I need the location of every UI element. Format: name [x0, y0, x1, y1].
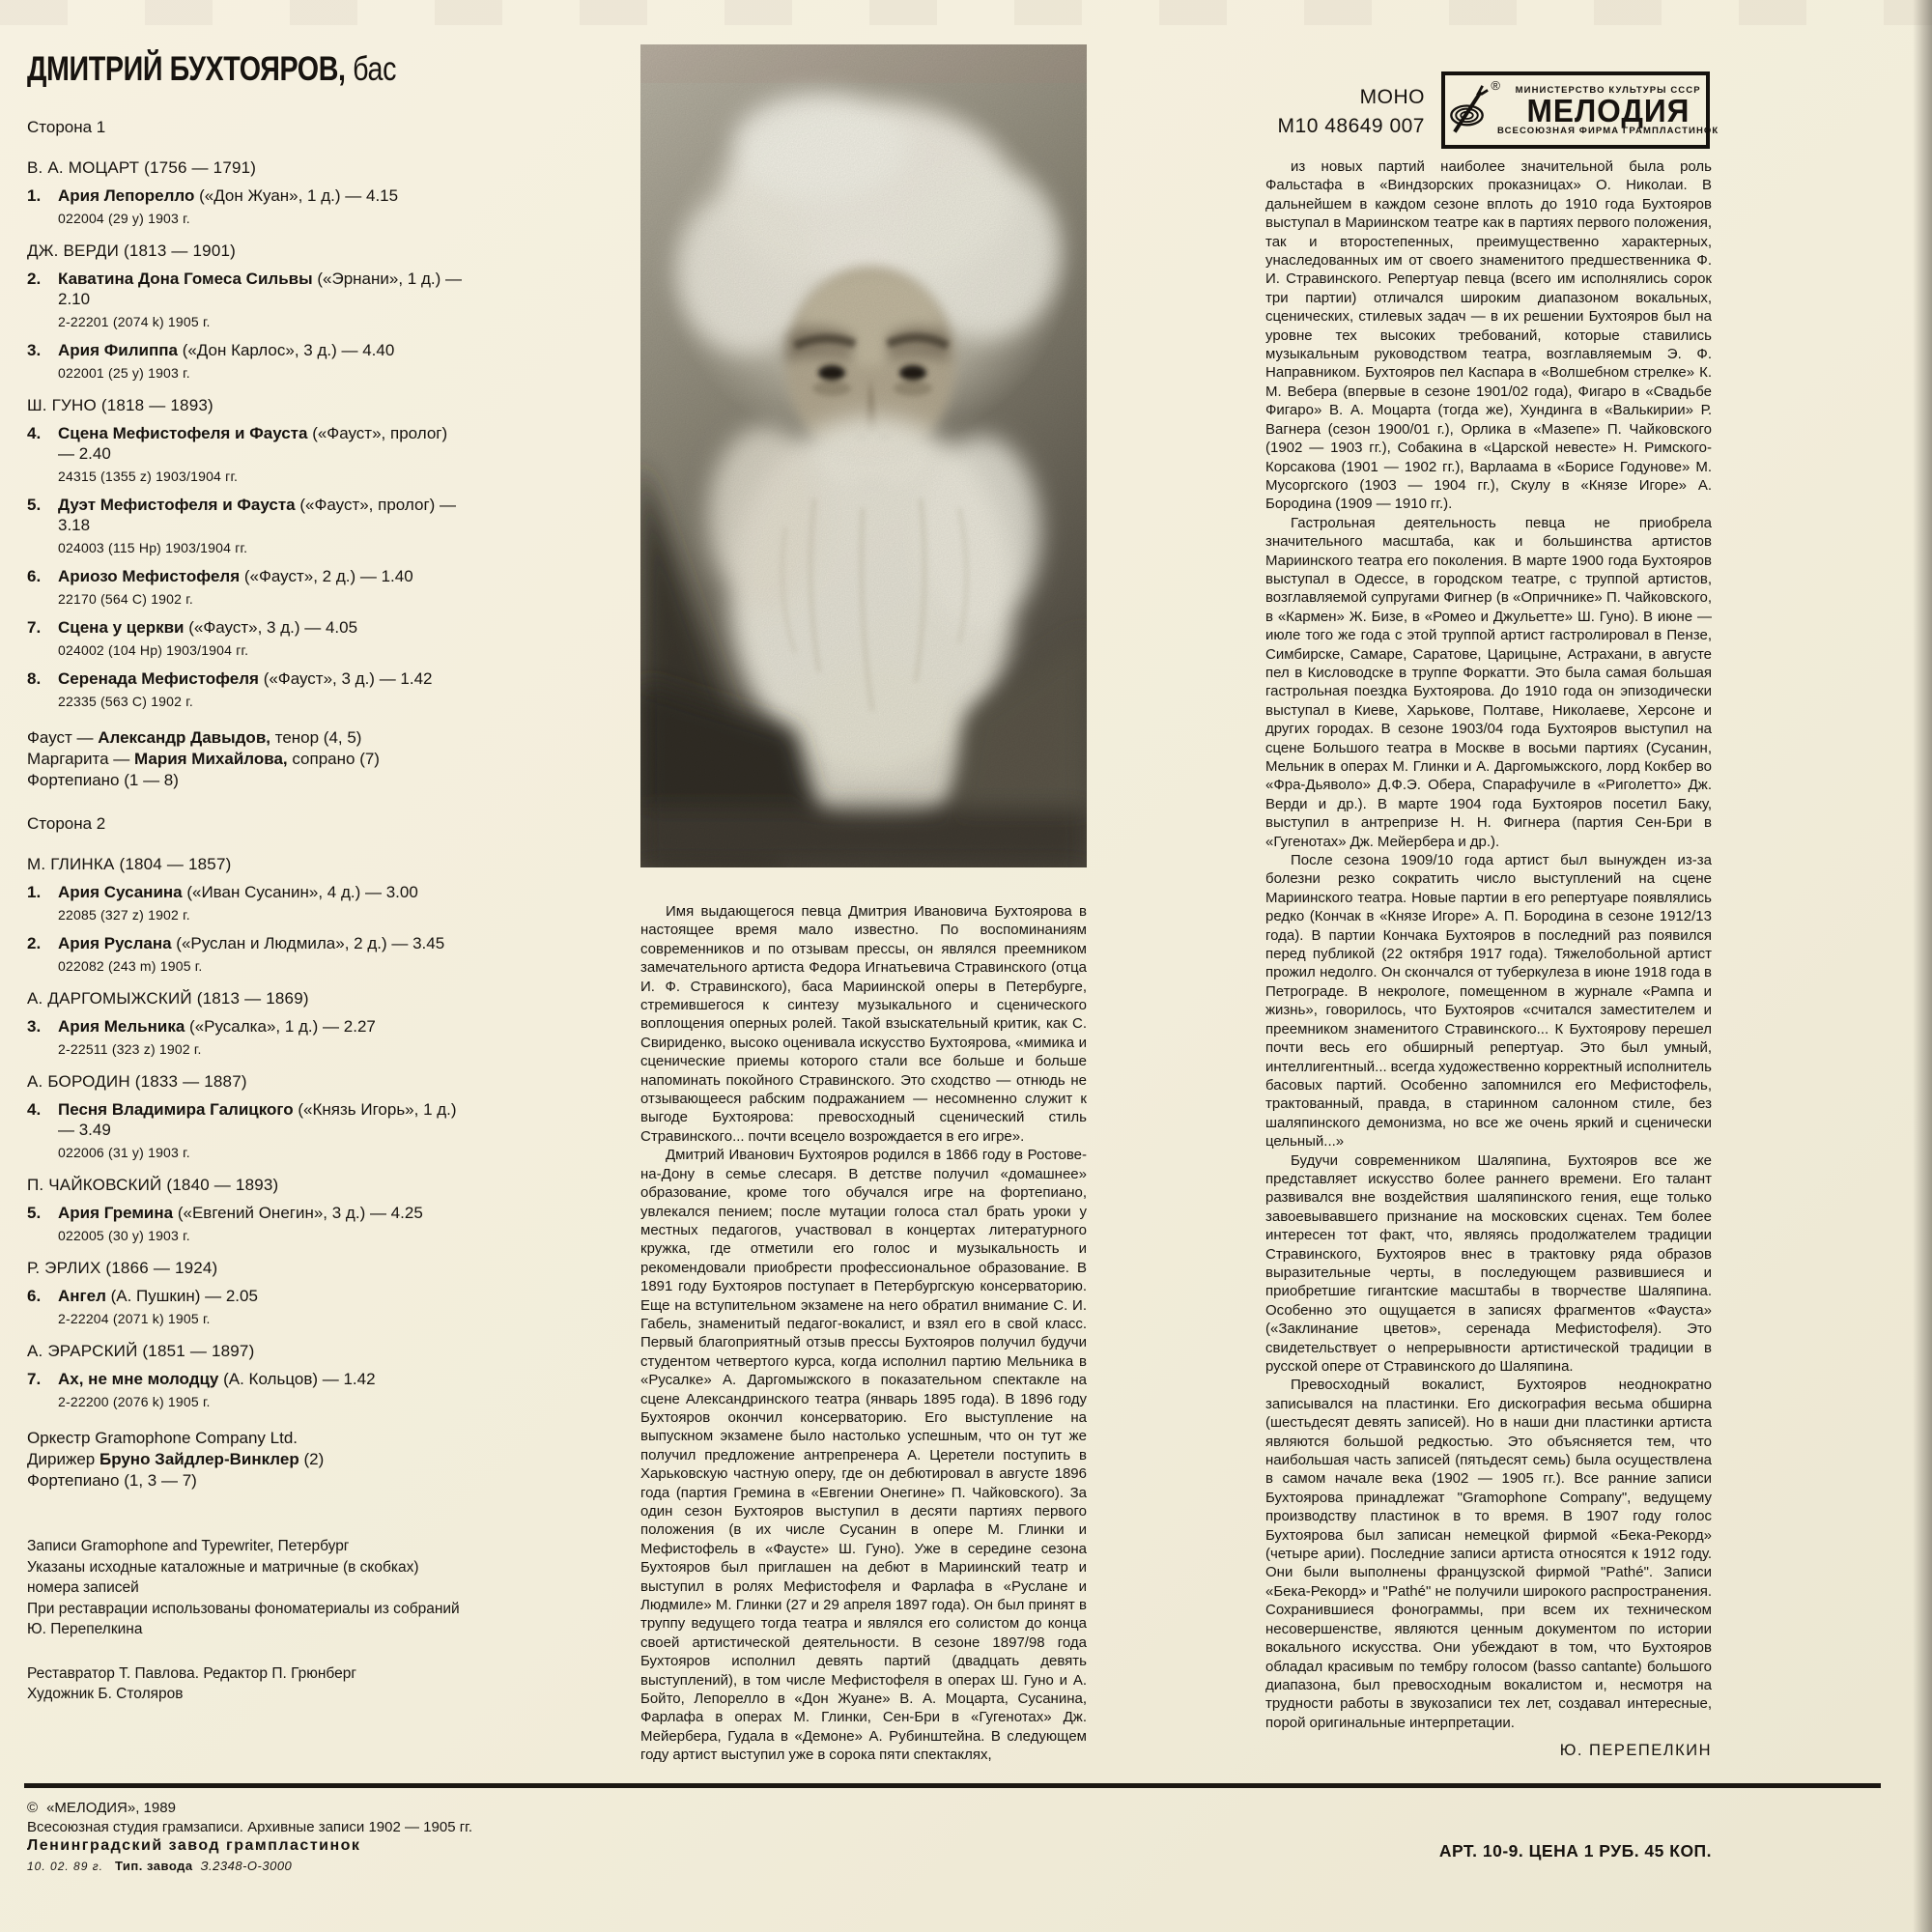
credit-line	[27, 770, 462, 791]
track-title-line	[27, 933, 462, 953]
credit-role: Фортепиано (1, 3 — 7)	[27, 1471, 197, 1490]
track-title-line	[27, 566, 462, 586]
track-catalog-number: 022005 (30 у) 1903 г.	[58, 1228, 190, 1243]
track-catalog-number: 22085 (327 z) 1902 г.	[58, 907, 190, 923]
track-details: («Дон Жуан», 1 д.) — 4.15	[194, 186, 399, 205]
track-catalog-number: 2-22511 (323 z) 1902 г.	[58, 1041, 202, 1057]
track-number: 7.	[27, 618, 42, 637]
composer-heading: Ш. ГУНО (1818 — 1893)	[27, 396, 213, 414]
track-number: 1.	[27, 883, 42, 901]
track-list	[27, 423, 462, 712]
article-paragraph: Превосходный вокалист, Бухтояров неоднократно записывался на пластинки. Его дискография весьма обширна (шестьдесят девять записей). Но в наши дни пластинки артиста являются большой редкостью. Это объясняется тем, что наибольшая часть записей (пятьдесят семь) была осуществлена в самом начале века (1902 — 1905 гг.). Все ранние записи Бухтоярова принадлежат "Gramophone Company", ведущему производству пластинок в то время. В 1907 году голос Бухтоярова был записан немецкой фирмой «Бека-Рекорд» (четыре арии). Последние записи артиста относятся к 1912 году. Они были выполнены французской фирмой "Pathé". Записи «Бека-Рекорд» и "Pathé" не получили широкого распространения. Сохранившиеся фонограммы, при всем их техническом несовершенстве, являются ценным документом по истории вокального искусства. Они убеждают в том, что Бухтояров обладал красивым по тембру голосом (basso cantante) большого диапазона, был превосходным вокалистом и, несмотря на трудности работы в звукозаписи тех лет, создавал интересные, порой оригинальные интерпретации.	[1265, 1377, 1712, 1731]
imprint-block	[27, 1799, 472, 1876]
track-details: («Князь Игорь», 1 д.) — 3.49	[58, 1100, 457, 1139]
credit-extra: тенор (4, 5)	[270, 728, 362, 747]
credit-performer: Бруно Зайдлер-Винклер	[99, 1450, 299, 1468]
track-title: Ангел	[58, 1287, 106, 1305]
track-catalog-number: 2-22204 (2071 k) 1905 г.	[58, 1311, 211, 1326]
track-title: Ах, не мне молодцу	[58, 1370, 219, 1388]
track-entry	[27, 1203, 462, 1246]
tracklist-column	[27, 118, 462, 1705]
track-details: («Фауст», 2 д.) — 1.40	[240, 567, 413, 585]
credit-extra: (2)	[298, 1450, 325, 1468]
track-title-line	[27, 1369, 462, 1389]
copyright-line	[27, 1799, 472, 1818]
track-catalog-number: 022006 (31 у) 1903 г.	[58, 1145, 190, 1160]
article-column-right	[1265, 157, 1712, 1760]
track-entry	[27, 933, 462, 977]
track-entry	[27, 185, 462, 229]
track-details: (А. Пушкин) — 2.05	[105, 1287, 258, 1305]
track-title: Дуэт Мефистофеля и Фауста	[58, 496, 296, 514]
print-order-number: З.2348-О-3000	[200, 1858, 293, 1873]
divider-rule	[24, 1783, 1881, 1788]
track-details: («Фауст», 3 д.) — 4.05	[184, 618, 358, 637]
track-title-line	[27, 1286, 462, 1306]
side1-credits	[27, 727, 462, 791]
track-number: 2.	[27, 934, 42, 952]
track-list	[27, 1099, 462, 1163]
melodiya-logo-text	[1497, 75, 1724, 145]
track-details: («Фауст», пролог) — 3.18	[58, 496, 457, 534]
track-title-line	[27, 1099, 462, 1140]
track-details: («Руслан и Людмила», 2 д.) — 3.45	[171, 934, 445, 952]
composer-group	[27, 855, 462, 977]
mono-label: МОНО	[1359, 86, 1425, 108]
track-title-line	[27, 495, 462, 535]
track-title: Ария Филиппа	[58, 341, 178, 359]
artist-photo	[640, 44, 1087, 867]
track-catalog-number: 2-22201 (2074 k) 1905 г.	[58, 314, 211, 329]
article-paragraph: Дмитрий Иванович Бухтояров родился в 1866 году в Ростове-на-Дону в семье слесаря. В детстве получил «домашнее» образование, кроме того обучался игре на фортепиано, увлекался пением; после мутации голоса стал брать уроки у местных педагогов, участвовал в концертах литературного кружка, где отметили его голос и музыкальность и рекомендовали приобрести профессиональное образование. В 1891 году Бухтояров поступает в Петербургскую консерваторию. Еще на вступительном экзамене на него обратил внимание С. И. Габель, знаменитый педагог-вокалист, и взял его в свой класс. Первый благоприятный отзыв прессы Бухтояров получил будучи студентом четвертого курса, когда исполнил партию Мельника в «Русалке» А. Даргомыжского в показательном спектакле на сцене Александринского театра (январь 1895 года). В 1896 году Бухтояров окончил консерваторию. Его выступление на выпускном экзамене было настолько успешным, что он тут же получил предложение антрепренера А. Церетели поступить в Харьковскую частную оперу, где он дебютировал в августе 1896 года (партия Гремина в «Евгении Онегине» П. Чайковского). За один сезон Бухтояров выступил в десяти партиях первого положения (в их числе Сусанин в опере М. Глинки и Мефистофель в «Фаусте» Ш. Гуно). Уже в середине сезона Бухтояров был приглашен на дебют в Мариинский театр и выступил в ролях Мефистофеля и Фарлафа в «Руслане и Людмиле» М. Глинки (27 и 29 апреля 1897 года). Он был принят в труппу ведущего тогда театра и являлся его солистом до конца своей артистической деятельности. В сезоне 1897/98 года Бухтояров исполнил девять партий (двадцать девять выступлений), в том числе Мефистофеля в операх Ш. Гуно и А. Бойто, Лепорелло в «Дон Жуане» В. А. Моцарта, Сусанина, Фарлафа в операх М. Глинки, Сен-Бри в «Гугенотах» Дж. Мейербера, Гудала в «Демоне» А. Рубинштейна. В следующем году артист выступил уже в сорока пяти спектаклях,	[640, 1147, 1087, 1764]
track-list	[27, 1016, 462, 1060]
release-info	[1246, 83, 1425, 141]
track-catalog-number: 022082 (243 m) 1905 г.	[58, 958, 203, 974]
track-number: 5.	[27, 496, 42, 514]
side2-credits	[27, 1428, 462, 1492]
track-number: 5.	[27, 1204, 42, 1222]
composer-group	[27, 989, 462, 1060]
print-line	[27, 1857, 472, 1877]
track-list	[27, 1286, 462, 1329]
track-title: Песня Владимира Галицкого	[58, 1100, 294, 1119]
credit-line	[27, 1470, 462, 1492]
article-paragraph: Будучи современником Шаляпина, Бухтояров все же представляет искусство более раннего времени. Его талант развивался вне воздействия шаляпинского гения, еще только завоевывавшего признание на московских сценах. Тем более интересен тот факт, что, являясь продолжателем традиции Стравинского, Бухтояров внес в трактовку ряда образов выразительные черты, в последующем развившиеся и приобретшие гигантские масштабы в творчестве Шаляпина. Особенно это ощущается в записях фрагментов «Фауста» («Заклинание цветов», серенада Мефистофеля). Это свидетельствует о непрерывности артистической традиции в русской опере от Стравинского до Шаляпина.	[1265, 1151, 1712, 1375]
note-line: Записи Gramophone and Typewriter, Петербург	[27, 1538, 350, 1554]
composer-group	[27, 242, 462, 384]
track-title-line	[27, 1203, 462, 1223]
credit-line	[27, 1449, 462, 1470]
credit-extra: сопрано (7)	[287, 750, 380, 768]
composer-heading: ДЖ. ВЕРДИ (1813 — 1901)	[27, 242, 236, 260]
article-paragraph: из новых партий наиболее значительной была роль Фальстафа в «Виндзорских проказницах» О. Николаи. В дальнейшем в каждом сезоне вплоть до 1910 года Бухтояров выступал в Мариинском театре как в партиях первого положения, так и второстепенных, преимущественно характерных, унаследованных им от своего знаменитого предшественника Ф. И. Стравинского. Репертуар певца (всего им исполнялись сорок три партии) отличался широким диапазоном вокальных, сценических, стилевых задач — в их решении Бухтояров был на уровне тех высоких требований, которые ставились музыкальным руководством театра, возглавляемым Э. Ф. Направником. Бухтояров пел Каспара в «Волшебном стрелке» К. М. Вебера (впервые в сезоне 1901/02 года), Фигаро в «Свадьбе Фигаро» В. А. Моцарта (тогда же), Хундинга в «Валькирии» Р. Вагнера (сезон 1900/01 г.), Орлика в «Мазепе» П. Чайковского (1902 — 1903 гг.), Собакина в «Царской невесте» Н. Римского-Корсакова (1901 — 1902 гг.), Варлаама в «Борисе Годунове» М. Мусоргского (1903 — 1904 гг.), Скулу в «Князе Игоре» А. Бородина (1909 — 1910 гг.).	[1265, 158, 1712, 513]
track-number: 1.	[27, 186, 42, 205]
track-catalog-number: 024003 (115 Hp) 1903/1904 гг.	[58, 540, 248, 555]
track-details: (А. Кольцов) — 1.42	[218, 1370, 376, 1388]
credit-performer: Мария Михайлова,	[134, 750, 288, 768]
track-details: («Фауст», 3 д.) — 1.42	[258, 669, 433, 688]
side2-section	[27, 814, 462, 1492]
track-title: Ариозо Мефистофеля	[58, 567, 241, 585]
copyright-text: «МЕЛОДИЯ», 1989	[46, 1800, 176, 1816]
production-staff	[27, 1663, 462, 1705]
track-title: Каватина Дона Гомеса Сильвы	[58, 270, 313, 288]
article-paragraph: Имя выдающегося певца Дмитрия Ивановича Бухтоярова в настоящее время мало известно. По воспоминаниям современников и по отзывам прессы, он являлся преемником замечательного артиста Федора Игнатьевича Стравинского (отца И. Ф. Стравинского), баса Мариинской оперы в Петербурге, стремившегося к синтезу музыкального и сценического воплощения оперных ролей. Такой взыскательный критик, как С. Свириденко, высоко оценивала искусство Бухтоярова, «мимика и сценические приемы которого стали все больше и больше напоминать покойного Стравинского. Это сходство — отнюдь не отзывающееся рабским подражанием — несомненно служит к выгоде Бухтоярова: превосходный сценический стиль Стравинского... почти всецело возрождается в его игре».	[640, 903, 1087, 1145]
track-entry	[27, 617, 462, 661]
track-list	[27, 1369, 462, 1412]
credit-role: Дирижер	[27, 1450, 99, 1468]
track-details: («Эрнани», 1 д.) — 2.10	[58, 270, 462, 308]
track-title-line	[27, 1016, 462, 1037]
track-number: 3.	[27, 341, 42, 359]
artist-name: ДМИТРИЙ БУХТОЯРОВ,	[27, 50, 346, 88]
track-title: Сцена у церкви	[58, 618, 185, 637]
melodiya-wordmark: МЕЛОДИЯ	[1526, 92, 1690, 128]
credit-role: Фауст —	[27, 728, 99, 747]
side1-section	[27, 118, 462, 791]
track-entry	[27, 495, 462, 558]
track-entry	[27, 340, 462, 384]
track-entry	[27, 882, 462, 925]
composer-group	[27, 1072, 462, 1163]
track-title-line	[27, 617, 462, 638]
track-catalog-number: 22335 (563 C) 1902 г.	[58, 694, 193, 709]
composer-heading: П. ЧАЙКОВСКИЙ (1840 — 1893)	[27, 1176, 279, 1194]
credit-line	[27, 749, 462, 770]
credit-role: Маргарита —	[27, 750, 134, 768]
track-list	[27, 882, 462, 977]
track-number: 8.	[27, 669, 42, 688]
track-entry	[27, 1099, 462, 1163]
plant-line: Ленинградский завод грампластинок	[27, 1837, 361, 1854]
credit-line	[27, 1428, 462, 1449]
registered-trademark-icon: ®	[1491, 78, 1500, 93]
credit-line	[27, 727, 462, 749]
scan-artifact-top	[0, 0, 1932, 25]
portrait-illustration	[640, 44, 1087, 867]
track-title: Серенада Мефистофеля	[58, 669, 259, 688]
track-entry	[27, 1016, 462, 1060]
ministry-label: МИНИСТЕРСТВО КУЛЬТУРЫ СССР	[1515, 84, 1701, 96]
print-order-label: Тип. завода	[114, 1858, 193, 1873]
track-title: Ария Мельника	[58, 1017, 185, 1036]
track-list	[27, 269, 462, 384]
track-number: 4.	[27, 1100, 42, 1119]
scan-edge-shadow	[1913, 0, 1932, 1932]
composer-heading: А. ЭРАРСКИЙ (1851 — 1897)	[27, 1342, 255, 1360]
composer-heading: А. БОРОДИН (1833 — 1887)	[27, 1072, 247, 1091]
track-entry	[27, 423, 462, 487]
composer-group	[27, 396, 462, 712]
track-number: 6.	[27, 1287, 42, 1305]
track-number: 7.	[27, 1370, 42, 1388]
track-entry	[27, 269, 462, 332]
track-title: Ария Руслана	[58, 934, 172, 952]
composer-heading: А. ДАРГОМЫЖСКИЙ (1813 — 1869)	[27, 989, 309, 1008]
composer-group	[27, 158, 462, 229]
track-title-line	[27, 668, 462, 689]
composer-group	[27, 1259, 462, 1329]
melodiya-logo	[1441, 71, 1719, 149]
article-paragraphs	[1265, 157, 1712, 1732]
side1-groups	[27, 158, 462, 712]
track-catalog-number: 24315 (1355 z) 1903/1904 гг.	[58, 469, 239, 484]
composer-group	[27, 1342, 462, 1412]
track-details: («Русалка», 1 д.) — 2.27	[185, 1017, 376, 1036]
price-line: АРТ. 10-9. ЦЕНА 1 РУБ. 45 КОП.	[1438, 1841, 1712, 1861]
artist-voice: бас	[345, 50, 397, 88]
track-catalog-number: 2-22200 (2076 k) 1905 г.	[58, 1394, 211, 1409]
catalog-number: М10 48649 007	[1277, 115, 1425, 137]
credit-role: Фортепиано (1 — 8)	[27, 771, 179, 789]
article-column-middle	[640, 902, 1087, 1765]
staff-line: Художник Б. Столяров	[27, 1686, 184, 1702]
credit-performer: Александр Давыдов,	[98, 728, 270, 747]
print-date: 10. 02. 89 г.	[27, 1859, 103, 1873]
author-signature: Ю. ПЕРЕПЕЛКИН	[1559, 1742, 1712, 1760]
track-title: Ария Гремина	[58, 1204, 174, 1222]
track-entry	[27, 1286, 462, 1329]
track-list	[27, 185, 462, 229]
track-details: («Дон Карлос», 3 д.) — 4.40	[177, 341, 395, 359]
track-title-line	[27, 269, 462, 309]
track-entry	[27, 668, 462, 712]
track-title-line	[27, 882, 462, 902]
copyright-icon: ©	[27, 1800, 39, 1816]
track-number: 4.	[27, 424, 42, 442]
page-title	[27, 50, 396, 89]
track-catalog-number: 024002 (104 Hp) 1903/1904 гг.	[58, 642, 249, 658]
track-title-line	[27, 423, 462, 464]
track-details: («Фауст», пролог) — 2.40	[58, 424, 448, 463]
track-entry	[27, 566, 462, 610]
track-title-line	[27, 340, 462, 360]
firm-label: ВСЕСОЮЗНАЯ ФИРМА ГРАМПЛАСТИНОК	[1497, 125, 1719, 136]
studio-line: Всесоюзная студия грамзаписи. Архивные записи 1902 — 1905 гг.	[27, 1818, 472, 1835]
track-number: 3.	[27, 1017, 42, 1036]
composer-heading: М. ГЛИНКА (1804 — 1857)	[27, 855, 232, 873]
recording-notes	[27, 1536, 462, 1640]
composer-heading: В. А. МОЦАРТ (1756 — 1791)	[27, 158, 257, 177]
article-paragraph: Гастрольная деятельность певца не приобрела значительного масштаба, как и большинства артистов Мариинского театра его поколения. В марте 1900 года Бухтояров выступал в Одессе, в городском театре, с труппой артистов, возглавляемой супругами Фигнер (в «Опричнике» П. Чайковского, в «Кармен» Ж. Бизе, в «Ромео и Джульетте» Ш. Гуно). В июне — июле того же года с этой труппой артист гастролировал в Пензе, Симбирске, Самаре, Саратове, Царицыне, Астрахани, в августе пел в Кисловодске в труппе Форкатти. Это была самая большая гастрольная поездка Бухтоярова. До 1910 года он эпизодически выступал в Киеве, Харькове, Полтаве, Николаеве, Херсоне и других городах. В сезоне 1903/04 года Бухтояров выступил на сцене Большого театра в Москве в восьми партиях (Сусанин, Мельник в операх М. Глинки и А. Даргомыжского, лорд Кокбер во «Фра-Дьяволо» Д.Ф.Э. Обера, Спарафучиле в «Риголетто» Дж. Верди и др.). В марте 1904 года Бухтояров посетил Баку, выступил в антрепризе Н. Н. Фигнера (партия Сен-Бри в «Гугенотах» Дж. Мейербера и др.).	[1265, 514, 1712, 850]
composer-group	[27, 1176, 462, 1246]
track-details: («Иван Сусанин», 4 д.) — 3.00	[182, 883, 418, 901]
side2-label: Сторона 2	[27, 814, 106, 833]
composer-heading: Р. ЭРЛИХ (1866 — 1924)	[27, 1259, 218, 1277]
record-tuning-fork-glyph	[1445, 83, 1497, 137]
note-line: При реставрации использованы фономатериалы из собраний Ю. Перепелкина	[27, 1600, 460, 1637]
side1-label: Сторона 1	[27, 118, 106, 136]
track-title-line	[27, 185, 462, 206]
side2-groups	[27, 855, 462, 1412]
track-title: Ария Сусанина	[58, 883, 183, 901]
track-catalog-number: 022004 (29 у) 1903 г.	[58, 211, 190, 226]
track-number: 2.	[27, 270, 42, 288]
track-catalog-number: 022001 (25 у) 1903 г.	[58, 365, 190, 381]
track-details: («Евгений Онегин», 3 д.) — 4.25	[173, 1204, 423, 1222]
track-title: Ария Лепорелло	[58, 186, 195, 205]
melodiya-record-icon	[1445, 75, 1500, 145]
track-entry	[27, 1369, 462, 1412]
track-catalog-number: 22170 (564 C) 1902 г.	[58, 591, 193, 607]
track-number: 6.	[27, 567, 42, 585]
track-title: Сцена Мефистофеля и Фауста	[58, 424, 308, 442]
credit-role: Оркестр Gramophone Company Ltd.	[27, 1429, 298, 1447]
staff-line: Реставратор Т. Павлова. Редактор П. Грюнберг	[27, 1664, 357, 1682]
article-paragraph: После сезона 1909/10 года артист был вынужден из-за болезни резко сократить число выступлений на сцене Мариинского театра. Новые партии в его репертуаре появлялись редко (Кончак в «Князе Игоре» А. П. Бородина в сезоне 1912/13 года). В партии Кончака Бухтояров в последний раз появился перед публикой (22 октября 1917 года). Тяжелобольной артист прожил недолго. Он скончался от туберкулеза в июне 1918 года в Петрограде. В некрологе, помещенном в журнале «Рампа и жизнь», говорилось, что Бухтояров «считался заместителем и преемником знаменитого Стравинского... К Бухтоярову перешел почти весь его обширный репертуар. Это был умный, интеллигентный... всегда художественно корректный исполнитель басовых партий. Особенно запомнился его Мефистофель, трактованный, правда, в старинном салонном стиле, без шаляпинского демонизма, но все же очень яркий и сценически цельный...»	[1265, 852, 1712, 1151]
note-line: Указаны исходные каталожные и матричные (в скобках) номера записей	[27, 1558, 419, 1596]
track-list	[27, 1203, 462, 1246]
